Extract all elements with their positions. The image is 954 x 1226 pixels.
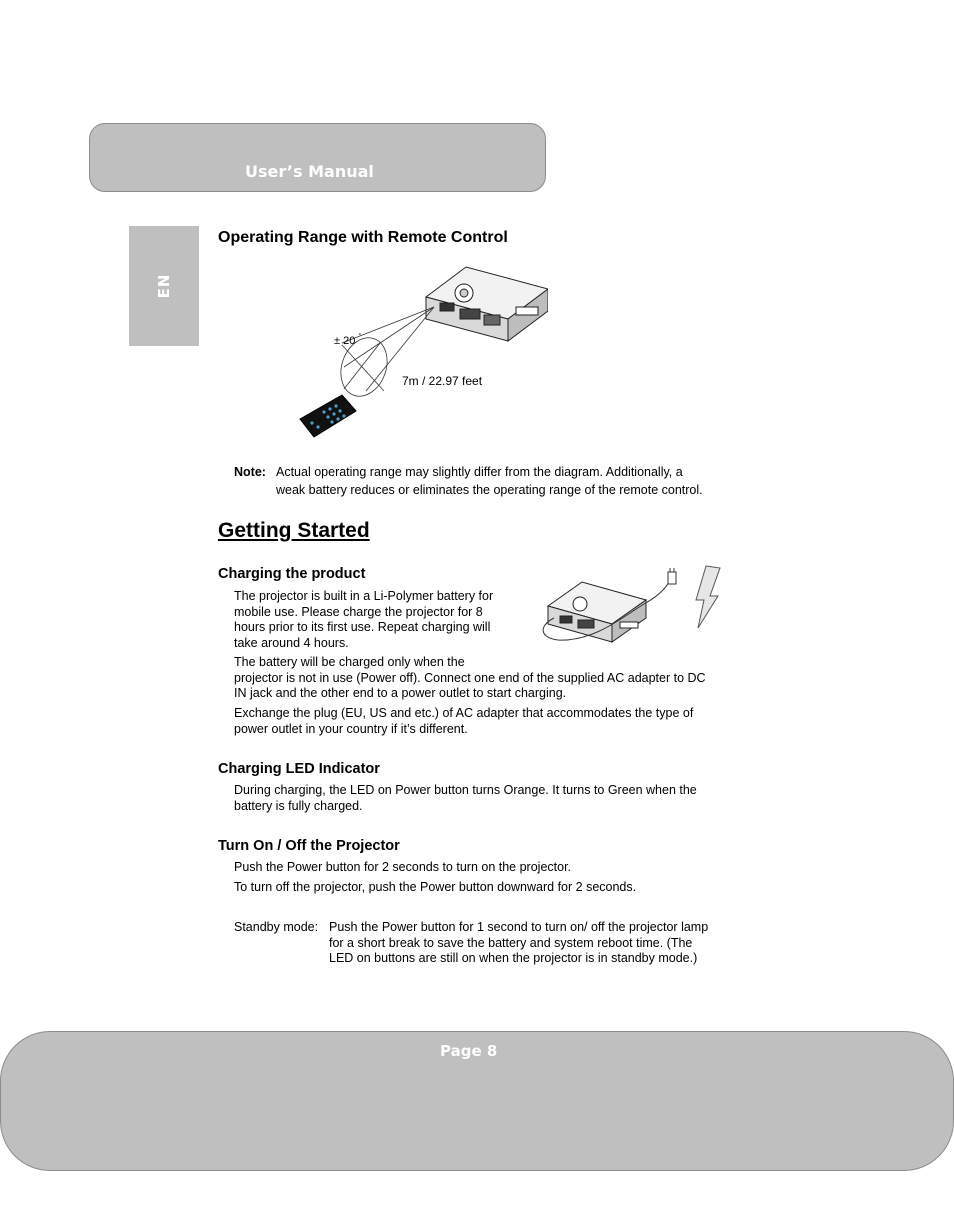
power-heading: Turn On / Off the Projector	[218, 838, 400, 854]
projector-illustration	[426, 267, 548, 341]
text-line: power outlet in your country if it’s different.	[234, 721, 468, 736]
ir-beam	[333, 307, 434, 403]
text-line: LED on buttons are still on when the projector is in standby mode.)	[329, 951, 698, 965]
text-line: Exchange the plug (EU, US and etc.) of AC adapter that accommodates the type of	[234, 706, 694, 720]
charging-para-2	[234, 655, 706, 702]
charging-para-3	[234, 706, 693, 737]
text-line: The battery will be charged only when the	[234, 655, 465, 669]
text-line: projector is not in use (Power off). Connect one end of the supplied AC adapter to DC	[234, 670, 706, 685]
lightning-icon	[696, 566, 720, 628]
led-para	[234, 783, 697, 814]
text-line: Push the Power button for 1 second to turn on/ off the projector lamp	[329, 920, 709, 934]
charging-heading: Charging the product	[218, 566, 366, 582]
text-line: mobile use. Please charge the projector for 8	[234, 604, 483, 619]
getting-started-title: Getting Started	[218, 519, 370, 542]
angle-label	[334, 332, 361, 347]
page-number: Page 8	[440, 1042, 498, 1060]
note-line-2: weak battery reduces or eliminates the operating range of the remote control.	[276, 483, 703, 497]
angle-value: ± 20	[334, 335, 356, 347]
text-line: hours prior to its first use. Repeat charging will	[234, 620, 491, 634]
power-line-2: To turn off the projector, push the Power button downward for 2 seconds.	[234, 880, 637, 894]
led-heading: Charging LED Indicator	[218, 761, 380, 777]
remote-range-heading: Operating Range with Remote Control	[218, 229, 508, 246]
text-line: During charging, the LED on Power button turns Orange. It turns to Green when the	[234, 783, 697, 797]
charging-illustration	[534, 556, 724, 656]
text-line: take around 4 hours.	[234, 635, 349, 650]
plug-icon	[668, 572, 676, 584]
remote-range-diagram	[284, 259, 548, 447]
distance-label: 7m / 22.97 feet	[402, 374, 483, 388]
text-line: The projector is built in a Li-Polymer battery for	[234, 589, 494, 603]
standby-text	[329, 920, 708, 967]
standby-label: Standby mode:	[234, 920, 319, 934]
charging-para-1	[234, 589, 493, 651]
note-line-1: Actual operating range may slightly differ from the diagram. Additionally, a	[276, 465, 683, 479]
text-line: for a short break to save the battery and system reboot time. (The	[329, 935, 693, 950]
degree-symbol: °	[358, 333, 362, 340]
manual-title: User’s Manual	[245, 162, 374, 181]
power-line-1: Push the Power button for 2 seconds to turn on the projector.	[234, 860, 572, 874]
language-tab	[129, 226, 199, 346]
text-line: battery is fully charged.	[234, 798, 363, 813]
remote-illustration	[300, 395, 356, 437]
header-tab	[89, 123, 546, 192]
text-line: IN jack and the other end to a power outlet to start charging.	[234, 686, 567, 700]
note-label: Note:	[234, 465, 266, 479]
language-label: EN	[155, 273, 173, 299]
